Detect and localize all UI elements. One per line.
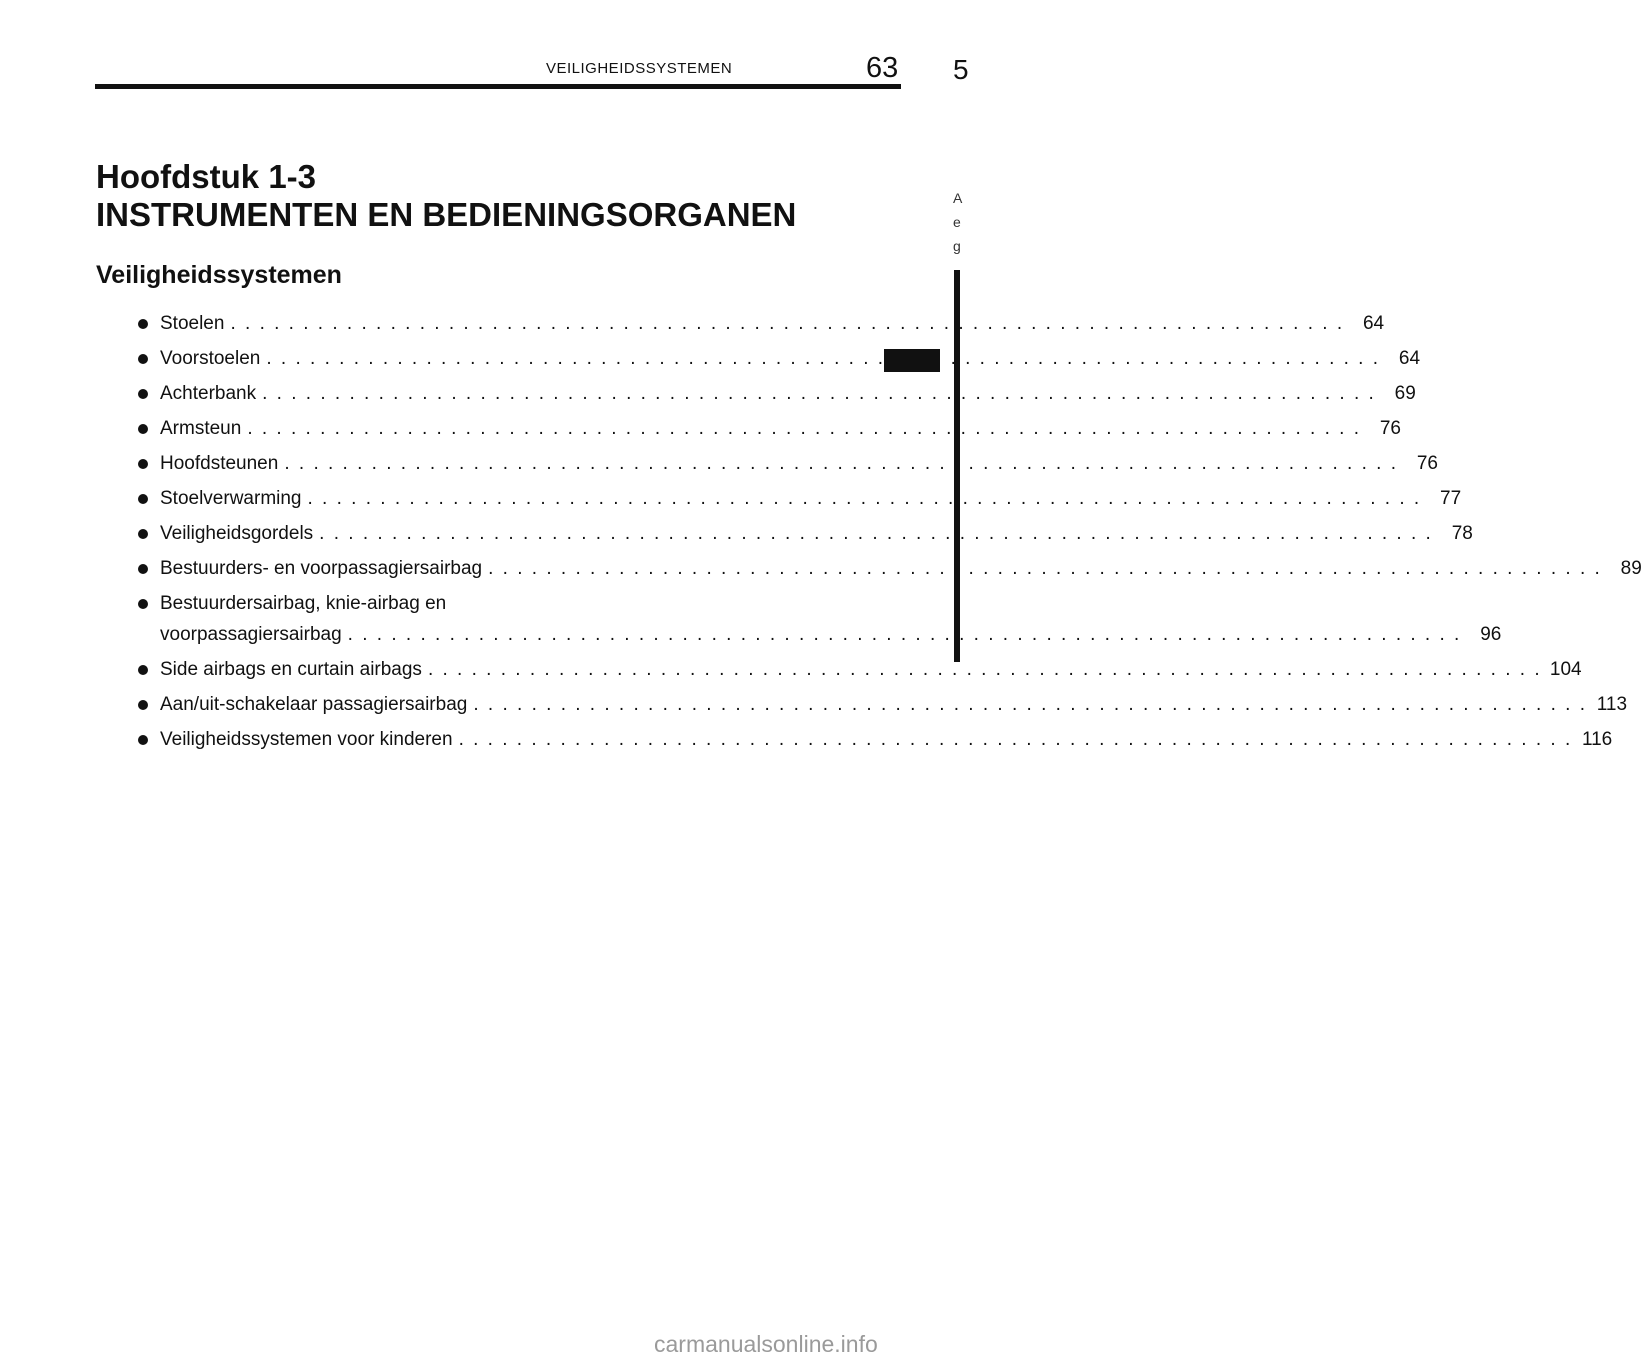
- toc-label: Bestuurders- en voorpassagiersairbag: [160, 558, 483, 579]
- bullet-icon: [138, 665, 148, 675]
- toc-page-number: 116: [1581, 729, 1613, 750]
- dot-leader: [473, 694, 1587, 715]
- toc-label: Stoelverwarming: [160, 488, 302, 509]
- bullet-icon: [138, 564, 148, 574]
- bullet-icon: [138, 494, 148, 504]
- toc-line-second: [138, 624, 1502, 645]
- bullet-icon: [138, 599, 148, 609]
- toc-item-stoelen[interactable]: [138, 313, 1385, 334]
- dot-leader: [247, 418, 1361, 439]
- toc-label: Armsteun: [160, 418, 242, 439]
- toc-item-voorstoelen[interactable]: [138, 348, 1421, 369]
- bullet-icon: [138, 529, 148, 539]
- toc-line: [138, 523, 1473, 544]
- chapter-thumb-tab[interactable]: [884, 349, 940, 372]
- table-of-contents: [138, 313, 1642, 764]
- toc-label: voorpassagiersairbag: [160, 624, 342, 645]
- toc-label: Voorstoelen: [160, 348, 261, 369]
- toc-item-armsteun[interactable]: [138, 418, 1401, 439]
- toc-item-bestuurders-voorpassagiersairbag[interactable]: [138, 558, 1642, 579]
- toc-label: Veiligheidssystemen voor kinderen: [160, 729, 453, 750]
- bullet-icon: [138, 459, 148, 469]
- toc-item-stoelverwarming[interactable]: [138, 488, 1462, 509]
- toc-page-number: 89: [1620, 558, 1642, 579]
- toc-item-hoofdsteunen[interactable]: [138, 453, 1438, 474]
- toc-label: Achterbank: [160, 383, 257, 404]
- dot-leader: [488, 558, 1602, 579]
- toc-line: [138, 348, 1421, 369]
- bullet-icon: [138, 319, 148, 329]
- header-rule: [95, 84, 901, 89]
- bullet-icon: [138, 735, 148, 745]
- toc-line: [138, 383, 1416, 404]
- toc-item-kinderen[interactable]: [138, 729, 1613, 750]
- toc-label: Stoelen: [160, 313, 225, 334]
- toc-page-number: 76: [1416, 453, 1438, 474]
- dot-leader: [348, 624, 1462, 645]
- chapter-title: INSTRUMENTEN EN BEDIENINGSORGANEN: [96, 196, 797, 233]
- toc-label: Veiligheidsgordels: [160, 523, 314, 544]
- edge-cut-glyph: A: [953, 190, 963, 206]
- dot-leader: [262, 383, 1376, 404]
- toc-page-number: 64: [1398, 348, 1421, 369]
- toc-item-aan-uit-schakelaar[interactable]: [138, 694, 1628, 715]
- toc-line: [138, 488, 1462, 509]
- toc-label-line1: Bestuurdersairbag, knie-airbag en: [160, 593, 447, 614]
- toc-page-number: 78: [1451, 523, 1473, 544]
- toc-label: Hoofdsteunen: [160, 453, 279, 474]
- toc-item-side-curtain-airbags[interactable]: [138, 659, 1582, 680]
- toc-line: [138, 313, 1385, 334]
- edge-cut-glyph: 5: [953, 54, 969, 85]
- watermark: carmanualsonline.info: [654, 1331, 878, 1357]
- toc-label: Aan/uit-schakelaar passagiersairbag: [160, 694, 468, 715]
- dot-leader: [428, 659, 1542, 680]
- toc-label: Side airbags en curtain airbags: [160, 659, 422, 680]
- toc-page-number: 76: [1379, 418, 1401, 439]
- toc-page-number: 69: [1394, 383, 1416, 404]
- toc-item-bestuurdersairbag-knie-airbag[interactable]: [138, 593, 1502, 645]
- toc-line: [138, 659, 1582, 680]
- chapter-number: Hoofdstuk 1-3: [96, 158, 317, 195]
- dot-leader: [459, 729, 1573, 750]
- edge-thumb-strip: [954, 270, 960, 662]
- section-title: Veiligheidssystemen: [96, 261, 342, 289]
- edge-cut-glyph: e: [953, 214, 961, 230]
- toc-item-veiligheidsgordels[interactable]: [138, 523, 1473, 544]
- toc-line: [138, 694, 1628, 715]
- toc-page-number: 96: [1480, 624, 1502, 645]
- dot-leader: [284, 453, 1398, 474]
- bullet-icon: [138, 389, 148, 399]
- toc-line-first: [138, 593, 772, 614]
- toc-line: [138, 418, 1401, 439]
- toc-page-number: 77: [1440, 488, 1462, 509]
- dot-leader: [230, 313, 1344, 334]
- bullet-icon: [138, 424, 148, 434]
- page-number: 63: [866, 52, 899, 84]
- toc-page-number: 113: [1596, 694, 1628, 715]
- toc-page-number: 64: [1362, 313, 1385, 334]
- dot-leader: [266, 348, 1380, 369]
- toc-item-achterbank[interactable]: [138, 383, 1416, 404]
- toc-line: [138, 558, 1642, 579]
- bullet-icon: [138, 354, 148, 364]
- edge-cut-glyph: g: [953, 238, 961, 254]
- running-header-title: VEILIGHEIDSSYSTEMEN: [546, 60, 733, 77]
- toc-page-number: 104: [1549, 659, 1582, 680]
- toc-line: [138, 453, 1438, 474]
- dot-leader: [308, 488, 1422, 509]
- toc-line: [138, 729, 1613, 750]
- dot-leader: [319, 523, 1433, 544]
- bullet-icon: [138, 700, 148, 710]
